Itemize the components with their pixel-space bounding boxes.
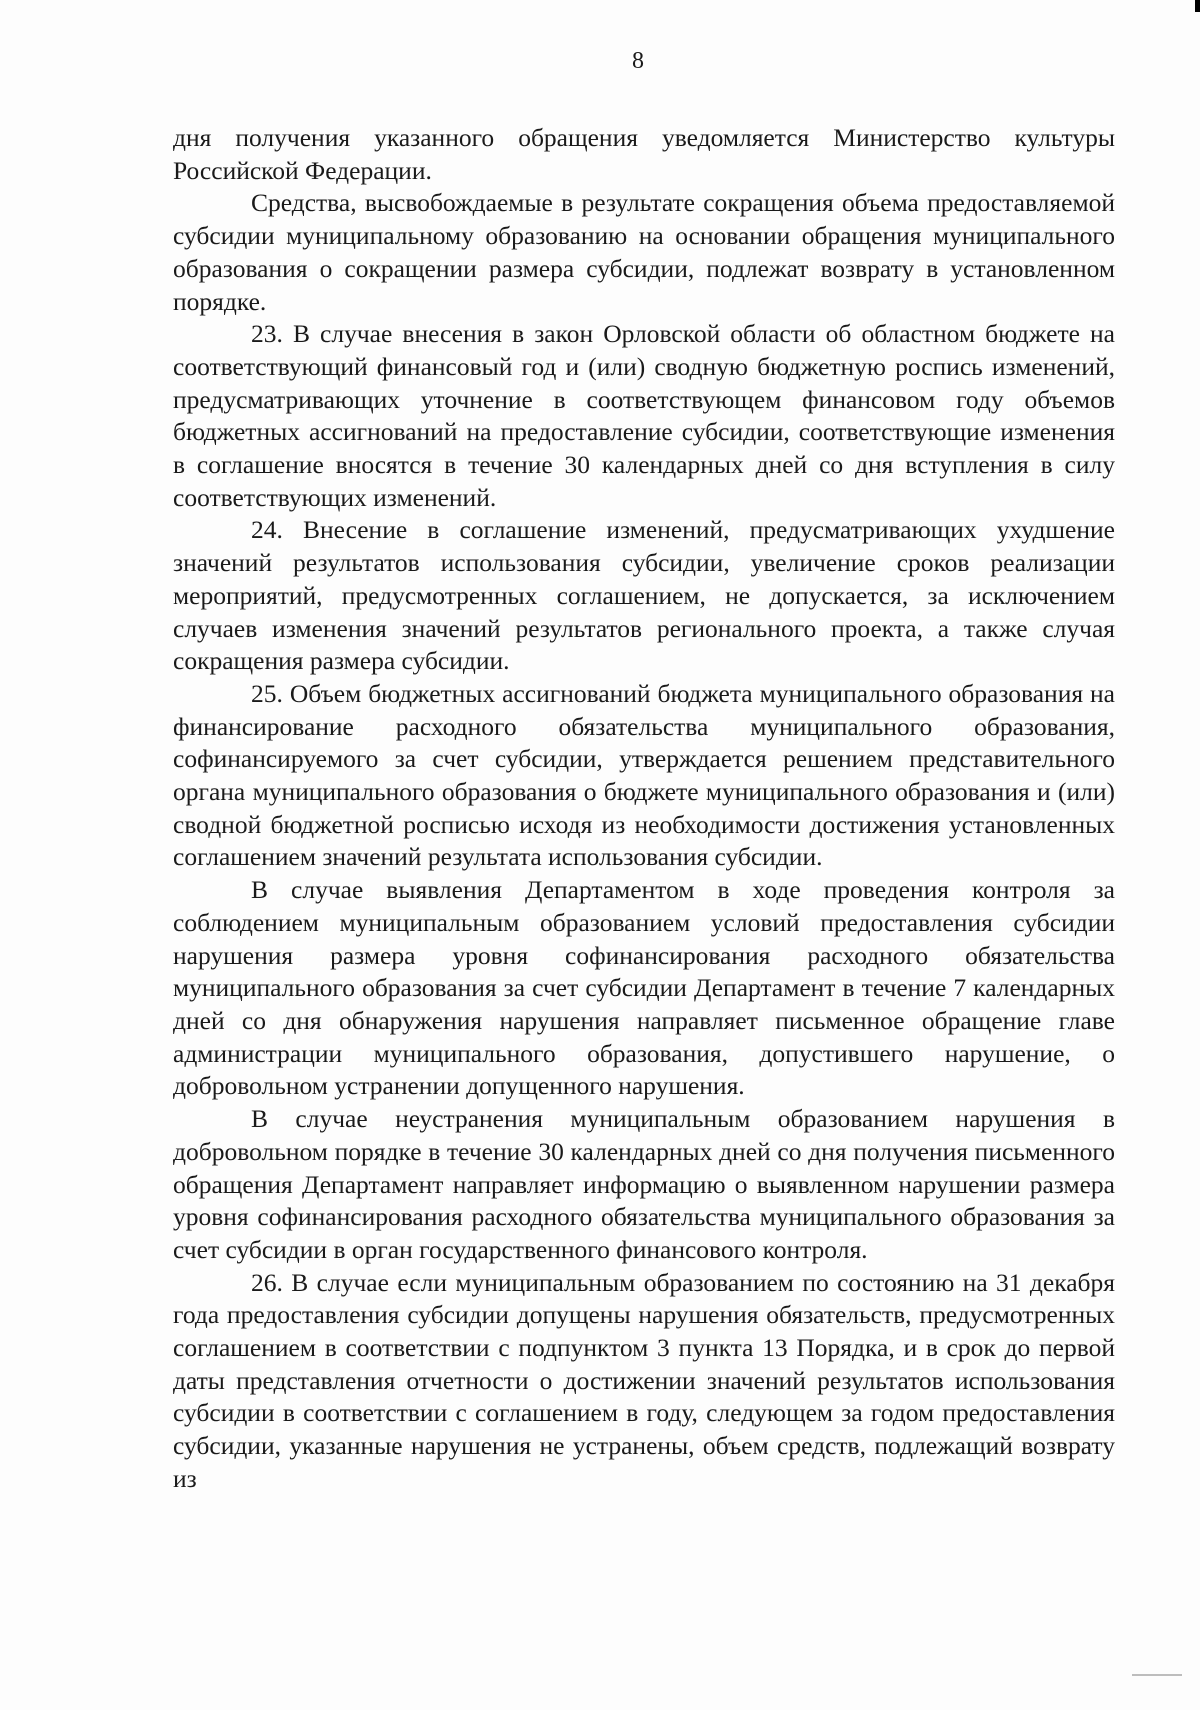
paragraph-item-24: 24. Внесение в соглашение изменений, предусматривающих ухудшение значений результатов использования субсидии, увеличение сроков реализации мероприятий, предусмотренных соглашением, не допускается, за исключением случаев изменения значений результатов регионального проекта, а также случая сокращения размера субсидии. (173, 515, 1115, 676)
paragraph-funds-release: Средства, высвобождаемые в результате сокращения объема предоставляемой субсидии муниципальному образованию на основании обращения муниципального образования о сокращении размера субсидии, подлежат возврату в установленном порядке. (173, 188, 1115, 316)
paragraph-violation-detection: В случае выявления Департаментом в ходе проведения контроля за соблюдением муниципальным образованием условий предоставления субсидии нарушения размера уровня софинансирования расходного обязательства муниципального образования за счет субсидии Департамент в течение 7 календарных дней со дня обнаружения нарушения направляет письменное обращение главе администрации муниципального образования, допустившего нарушение, о добровольном устранении допущенного нарушения. (173, 875, 1115, 1101)
paragraph-item-25: 25. Объем бюджетных ассигнований бюджета муниципального образования на финансирование расходного обязательства муниципального образования, софинансируемого за счет субсидии, утверждается решением представительного органа муниципального образования о бюджете муниципального образования и (или) сводной бюджетной росписью исходя из необходимости достижения установленных соглашением значений результата использования субсидии. (173, 678, 1115, 872)
scan-edge-line (1132, 1674, 1182, 1676)
paragraph-violation-not-fixed: В случае неустранения муниципальным образованием нарушения в добровольном порядке в течение 30 календарных дней со дня получения письменного обращения Департамент направляет информацию о выявленном нарушении размера уровня софинансирования расходного обязательства муниципального образования за счет субсидии в орган государственного финансового контроля. (173, 1104, 1115, 1264)
paragraph-continuation: дня получения указанного обращения уведомляется Министерство культуры Российской Федерации. (173, 123, 1115, 185)
scan-corner-mark (1195, 0, 1200, 12)
page-number: 8 (632, 48, 644, 74)
paragraph-item-23: 23. В случае внесения в закон Орловской области об областном бюджете на соответствующий финансовый год и (или) сводную бюджетную роспись изменений, предусматривающих уточнение в соответствующем финансовом году объемов бюджетных ассигнований на предоставление субсидии, соответствующие изменения в соглашение вносятся в течение 30 календарных дней со дня вступления в силу соответствующих изменений. (173, 319, 1115, 512)
paragraph-item-26: 26. В случае если муниципальным образованием по состоянию на 31 декабря года предоставления субсидии допущены нарушения обязательств, предусмотренных соглашением в соответствии с подпунктом 3 пункта 13 Порядка, и в срок до первой даты представления отчетности о достижении значений результатов использования субсидии в соответствии с соглашением в году, следующем за годом предоставления субсидии, указанные нарушения не устранены, объем средств, подлежащий возврату из (173, 1267, 1115, 1493)
document-body (173, 122, 1115, 1496)
